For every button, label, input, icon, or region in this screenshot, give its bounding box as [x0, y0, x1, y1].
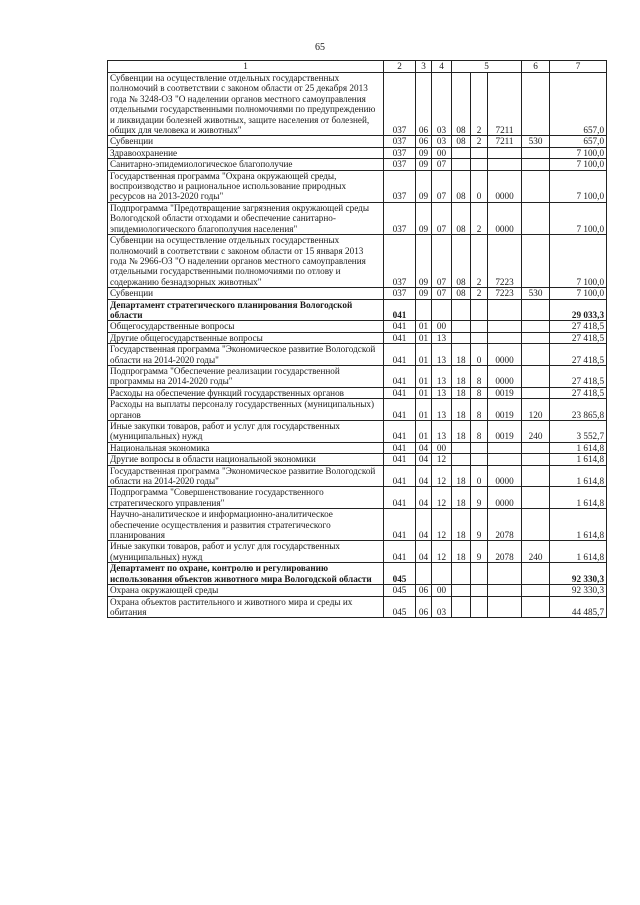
- expense-type-code: [522, 596, 550, 618]
- row-name: Иные закупки товаров, работ и услуг для государственных (муниципальных) нужд: [108, 421, 384, 443]
- expense-type-code: [522, 387, 550, 398]
- direction-code: [488, 585, 522, 596]
- direction-code: 0000: [488, 487, 522, 509]
- direction-code: 2078: [488, 509, 522, 541]
- section-code: 01: [416, 387, 432, 398]
- table-row: [108, 509, 607, 541]
- amount: 3 552,7: [550, 421, 607, 443]
- ministry-code: 045: [384, 585, 416, 596]
- subsection-code: 13: [432, 399, 452, 421]
- ministry-code: 041: [384, 321, 416, 332]
- ministry-code: 045: [384, 596, 416, 618]
- expense-type-code: [522, 563, 550, 585]
- ministry-code: 041: [384, 387, 416, 398]
- ministry-code: 037: [384, 235, 416, 288]
- section-code: 06: [416, 596, 432, 618]
- table-row: [108, 365, 607, 387]
- program-code: [452, 596, 471, 618]
- subprogram-code: [471, 454, 488, 465]
- expense-type-code: [522, 332, 550, 343]
- section-code: 09: [416, 147, 432, 158]
- program-code: 18: [452, 365, 471, 387]
- subprogram-code: 8: [471, 387, 488, 398]
- header-cell: 5: [452, 61, 522, 73]
- row-name: Охрана окружающей среды: [108, 585, 384, 596]
- row-name: Другие общегосударственные вопросы: [108, 332, 384, 343]
- subprogram-code: 0: [471, 170, 488, 202]
- subsection-code: 07: [432, 202, 452, 234]
- row-name: Государственная программа "Экономическое развитие Вологодской области на 2014-2020 годы": [108, 465, 384, 487]
- subsection-code: 12: [432, 465, 452, 487]
- section-code: 09: [416, 170, 432, 202]
- subsection-code: 13: [432, 365, 452, 387]
- subsection-code: 07: [432, 170, 452, 202]
- subsection-code: 07: [432, 235, 452, 288]
- ministry-code: 037: [384, 288, 416, 299]
- ministry-code: 041: [384, 399, 416, 421]
- subprogram-code: 9: [471, 509, 488, 541]
- expense-type-code: [522, 465, 550, 487]
- header-cell: 6: [522, 61, 550, 73]
- header-cell: 1: [108, 61, 384, 73]
- direction-code: 7223: [488, 288, 522, 299]
- ministry-code: 041: [384, 332, 416, 343]
- expense-type-code: [522, 585, 550, 596]
- direction-code: 0019: [488, 421, 522, 443]
- subsection-code: 12: [432, 454, 452, 465]
- amount: 657,0: [550, 136, 607, 147]
- program-code: 18: [452, 465, 471, 487]
- amount: 29 033,3: [550, 299, 607, 321]
- budget-table: [107, 60, 607, 618]
- ministry-code: 037: [384, 136, 416, 147]
- header-cell: 3: [416, 61, 432, 73]
- row-name: Департамент по охране, контролю и регулированию использования объектов животного мира Вологодской области: [108, 563, 384, 585]
- subsection-code: 07: [432, 159, 452, 170]
- table-row: [108, 299, 607, 321]
- section-code: 01: [416, 332, 432, 343]
- ministry-code: 041: [384, 541, 416, 563]
- section-code: 04: [416, 465, 432, 487]
- direction-code: 0000: [488, 202, 522, 234]
- direction-code: 0019: [488, 387, 522, 398]
- program-code: 08: [452, 202, 471, 234]
- subprogram-code: 2: [471, 202, 488, 234]
- program-code: 08: [452, 235, 471, 288]
- section-code: 09: [416, 159, 432, 170]
- row-name: Субвенции: [108, 136, 384, 147]
- table-row: [108, 541, 607, 563]
- ministry-code: 037: [384, 147, 416, 158]
- subprogram-code: 9: [471, 487, 488, 509]
- expense-type-code: [522, 454, 550, 465]
- program-code: [452, 147, 471, 158]
- ministry-code: 041: [384, 365, 416, 387]
- ministry-code: 041: [384, 454, 416, 465]
- expense-type-code: [522, 170, 550, 202]
- row-name: Иные закупки товаров, работ и услуг для государственных (муниципальных) нужд: [108, 541, 384, 563]
- expense-type-code: 530: [522, 136, 550, 147]
- table-row: [108, 596, 607, 618]
- subprogram-code: 2: [471, 288, 488, 299]
- expense-type-code: [522, 147, 550, 158]
- subsection-code: 13: [432, 387, 452, 398]
- expense-type-code: [522, 344, 550, 366]
- subprogram-code: [471, 596, 488, 618]
- direction-code: [488, 332, 522, 343]
- table-row: [108, 487, 607, 509]
- row-name: Государственная программа "Охрана окружающей среды, воспроизводство и рациональное использование природных ресурсов на 2013-2020 годы": [108, 170, 384, 202]
- amount: 657,0: [550, 73, 607, 136]
- table-row: [108, 321, 607, 332]
- amount: 7 100,0: [550, 288, 607, 299]
- table-row: [108, 170, 607, 202]
- section-code: 01: [416, 344, 432, 366]
- section-code: 06: [416, 136, 432, 147]
- subprogram-code: [471, 299, 488, 321]
- amount: 7 100,0: [550, 170, 607, 202]
- section-code: 01: [416, 399, 432, 421]
- ministry-code: 041: [384, 442, 416, 453]
- subsection-code: 07: [432, 288, 452, 299]
- table-row: [108, 585, 607, 596]
- direction-code: [488, 299, 522, 321]
- direction-code: [488, 442, 522, 453]
- program-code: 18: [452, 509, 471, 541]
- subsection-code: [432, 563, 452, 585]
- table-row: [108, 421, 607, 443]
- ministry-code: 041: [384, 487, 416, 509]
- program-code: [452, 332, 471, 343]
- subprogram-code: 8: [471, 421, 488, 443]
- row-name: Научно-аналитическое и информационно-аналитическое обеспечение осуществления и развития стратегического планирования: [108, 509, 384, 541]
- amount: 23 865,8: [550, 399, 607, 421]
- expense-type-code: [522, 509, 550, 541]
- table-row: [108, 202, 607, 234]
- subprogram-code: 0: [471, 465, 488, 487]
- subsection-code: 12: [432, 509, 452, 541]
- header-cell: 2: [384, 61, 416, 73]
- ministry-code: 041: [384, 344, 416, 366]
- row-name: Общегосударственные вопросы: [108, 321, 384, 332]
- program-code: 18: [452, 387, 471, 398]
- direction-code: [488, 596, 522, 618]
- header-cell: 7: [550, 61, 607, 73]
- amount: 1 614,8: [550, 541, 607, 563]
- direction-code: 0000: [488, 344, 522, 366]
- section-code: 09: [416, 235, 432, 288]
- expense-type-code: [522, 442, 550, 453]
- direction-code: 0000: [488, 170, 522, 202]
- table-row: [108, 147, 607, 158]
- subsection-code: 00: [432, 321, 452, 332]
- subsection-code: 03: [432, 596, 452, 618]
- table-row: [108, 159, 607, 170]
- row-name: Подпрограмма "Совершенствование государственного стратегического управления": [108, 487, 384, 509]
- expense-type-code: [522, 487, 550, 509]
- amount: 27 418,5: [550, 387, 607, 398]
- subprogram-code: 8: [471, 399, 488, 421]
- direction-code: [488, 454, 522, 465]
- amount: 44 485,7: [550, 596, 607, 618]
- direction-code: 7211: [488, 73, 522, 136]
- amount: 92 330,3: [550, 585, 607, 596]
- subprogram-code: [471, 147, 488, 158]
- amount: 7 100,0: [550, 202, 607, 234]
- row-name: Департамент стратегического планирования Вологодской области: [108, 299, 384, 321]
- section-code: 06: [416, 585, 432, 596]
- subprogram-code: 8: [471, 365, 488, 387]
- table-row: [108, 288, 607, 299]
- section-code: 01: [416, 321, 432, 332]
- table-row: [108, 454, 607, 465]
- table-row: [108, 344, 607, 366]
- section-code: [416, 299, 432, 321]
- program-code: 08: [452, 73, 471, 136]
- direction-code: 0000: [488, 465, 522, 487]
- section-code: 01: [416, 365, 432, 387]
- row-name: Субвенции: [108, 288, 384, 299]
- table-row: [108, 465, 607, 487]
- program-code: 18: [452, 421, 471, 443]
- subprogram-code: 2: [471, 136, 488, 147]
- ministry-code: 037: [384, 170, 416, 202]
- direction-code: [488, 563, 522, 585]
- row-name: Охрана объектов растительного и животного мира и среды их обитания: [108, 596, 384, 618]
- table-row: [108, 332, 607, 343]
- row-name: Санитарно-эпидемиологическое благополучие: [108, 159, 384, 170]
- section-code: 09: [416, 288, 432, 299]
- subprogram-code: 2: [471, 235, 488, 288]
- program-code: 08: [452, 136, 471, 147]
- ministry-code: 037: [384, 202, 416, 234]
- subprogram-code: [471, 321, 488, 332]
- program-code: [452, 321, 471, 332]
- program-code: [452, 454, 471, 465]
- subprogram-code: [471, 585, 488, 596]
- subsection-code: 03: [432, 73, 452, 136]
- row-name: Субвенции на осуществление отдельных государственных полномочий в соответствии с законом области от 15 января 2013 года № 2966-ОЗ "О наделении органов местного самоуправления отдельными государственными полномочиями по отлову и содержанию безнадзорных животных": [108, 235, 384, 288]
- header-cell: 4: [432, 61, 452, 73]
- table-row: [108, 136, 607, 147]
- amount: 27 418,5: [550, 365, 607, 387]
- row-name: Подпрограмма "Предотвращение загрязнения окружающей среды Вологодской области отходами и обеспечение санитарно-эпидемиологического благополучия населения": [108, 202, 384, 234]
- amount: 7 100,0: [550, 147, 607, 158]
- direction-code: 7223: [488, 235, 522, 288]
- amount: 27 418,5: [550, 332, 607, 343]
- ministry-code: 045: [384, 563, 416, 585]
- row-name: Субвенции на осуществление отдельных государственных полномочий в соответствии с законом области от 25 декабря 2013 года № 3248-ОЗ "О наделении органов местного самоуправления отдельными государственными полномочиями по предупреждению и ликвидации болезней животных, защите населения от болезней, общих для человека и животных": [108, 73, 384, 136]
- section-code: 04: [416, 454, 432, 465]
- subsection-code: 13: [432, 332, 452, 343]
- amount: 27 418,5: [550, 344, 607, 366]
- ministry-code: 037: [384, 73, 416, 136]
- amount: 1 614,8: [550, 454, 607, 465]
- row-name: Расходы на обеспечение функций государственных органов: [108, 387, 384, 398]
- direction-code: 2078: [488, 541, 522, 563]
- expense-type-code: [522, 202, 550, 234]
- amount: 92 330,3: [550, 563, 607, 585]
- subsection-code: [432, 299, 452, 321]
- section-code: 04: [416, 442, 432, 453]
- direction-code: 7211: [488, 136, 522, 147]
- section-code: 01: [416, 421, 432, 443]
- subsection-code: 12: [432, 541, 452, 563]
- expense-type-code: [522, 365, 550, 387]
- expense-type-code: 240: [522, 421, 550, 443]
- ministry-code: 037: [384, 159, 416, 170]
- program-code: [452, 442, 471, 453]
- program-code: 18: [452, 487, 471, 509]
- section-code: 06: [416, 73, 432, 136]
- header-row: [108, 61, 607, 73]
- subsection-code: 12: [432, 487, 452, 509]
- amount: 1 614,8: [550, 487, 607, 509]
- subprogram-code: [471, 563, 488, 585]
- subprogram-code: [471, 159, 488, 170]
- ministry-code: 041: [384, 421, 416, 443]
- expense-type-code: [522, 321, 550, 332]
- program-code: [452, 159, 471, 170]
- row-name: Расходы на выплаты персоналу государственных (муниципальных) органов: [108, 399, 384, 421]
- expense-type-code: [522, 235, 550, 288]
- ministry-code: 041: [384, 465, 416, 487]
- table-row: [108, 73, 607, 136]
- ministry-code: 041: [384, 299, 416, 321]
- program-code: 08: [452, 170, 471, 202]
- expense-type-code: 530: [522, 288, 550, 299]
- expense-type-code: [522, 299, 550, 321]
- amount: 7 100,0: [550, 159, 607, 170]
- subsection-code: 00: [432, 585, 452, 596]
- program-code: 18: [452, 541, 471, 563]
- direction-code: [488, 159, 522, 170]
- row-name: Другие вопросы в области национальной экономики: [108, 454, 384, 465]
- subsection-code: 00: [432, 147, 452, 158]
- table-row: [108, 442, 607, 453]
- table-row: [108, 563, 607, 585]
- section-code: 09: [416, 202, 432, 234]
- amount: 27 418,5: [550, 321, 607, 332]
- row-name: Государственная программа "Экономическое развитие Вологодской области на 2014-2020 годы": [108, 344, 384, 366]
- table-row: [108, 387, 607, 398]
- expense-type-code: [522, 73, 550, 136]
- direction-code: [488, 147, 522, 158]
- subprogram-code: [471, 442, 488, 453]
- direction-code: [488, 321, 522, 332]
- expense-type-code: 240: [522, 541, 550, 563]
- subsection-code: 13: [432, 421, 452, 443]
- expense-type-code: 120: [522, 399, 550, 421]
- subprogram-code: 0: [471, 344, 488, 366]
- program-code: [452, 299, 471, 321]
- program-code: 18: [452, 399, 471, 421]
- amount: 1 614,8: [550, 442, 607, 453]
- expense-type-code: [522, 159, 550, 170]
- program-code: [452, 563, 471, 585]
- direction-code: 0000: [488, 365, 522, 387]
- row-name: Национальная экономика: [108, 442, 384, 453]
- section-code: 04: [416, 509, 432, 541]
- row-name: Подпрограмма "Обеспечение реализации государственной программы на 2014-2020 годы": [108, 365, 384, 387]
- amount: 1 614,8: [550, 509, 607, 541]
- section-code: [416, 563, 432, 585]
- section-code: 04: [416, 541, 432, 563]
- row-name: Здравоохранение: [108, 147, 384, 158]
- subsection-code: 03: [432, 136, 452, 147]
- ministry-code: 041: [384, 509, 416, 541]
- subsection-code: 13: [432, 344, 452, 366]
- table-row: [108, 399, 607, 421]
- subprogram-code: 9: [471, 541, 488, 563]
- program-code: 18: [452, 344, 471, 366]
- program-code: [452, 585, 471, 596]
- amount: 7 100,0: [550, 235, 607, 288]
- amount: 1 614,8: [550, 465, 607, 487]
- section-code: 04: [416, 487, 432, 509]
- subprogram-code: 2: [471, 73, 488, 136]
- subsection-code: 00: [432, 442, 452, 453]
- subprogram-code: [471, 332, 488, 343]
- table-row: [108, 235, 607, 288]
- direction-code: 0019: [488, 399, 522, 421]
- program-code: 08: [452, 288, 471, 299]
- page-number: 65: [315, 42, 325, 53]
